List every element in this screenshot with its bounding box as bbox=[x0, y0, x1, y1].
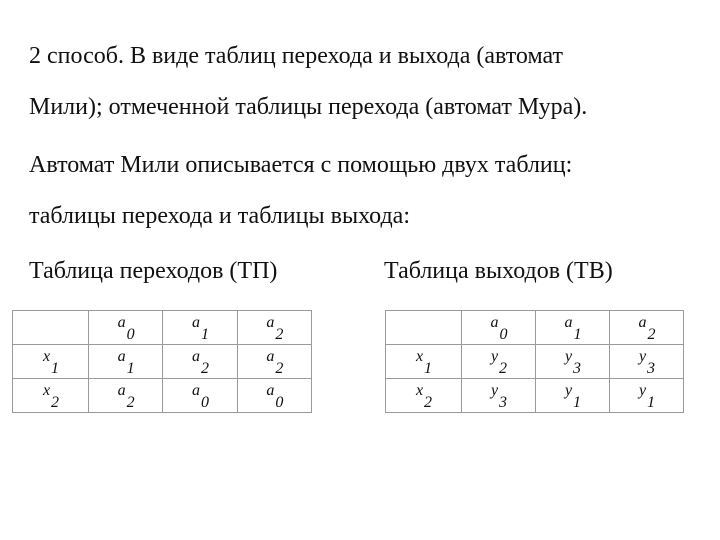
symbol-base: y bbox=[564, 381, 573, 399]
symbol-subscript: 0 bbox=[126, 325, 135, 343]
symbol-base: a bbox=[117, 347, 126, 365]
symbol-base: x bbox=[415, 381, 424, 399]
table-cell bbox=[89, 345, 163, 379]
symbol-base: a bbox=[266, 381, 275, 399]
table-cell bbox=[536, 379, 610, 413]
text-line-3: Автомат Мили описывается с помощью двух таблиц: bbox=[29, 152, 573, 178]
symbol-base: x bbox=[42, 347, 51, 365]
text-line-2: Мили); отмеченной таблицы перехода (автомат Мура). bbox=[29, 94, 588, 120]
symbol-subscript: 1 bbox=[573, 393, 582, 411]
output-table bbox=[385, 310, 684, 413]
table-cell bbox=[610, 345, 684, 379]
table-cell bbox=[163, 379, 237, 413]
table-cell bbox=[536, 345, 610, 379]
table-row bbox=[13, 345, 312, 379]
symbol-subscript: 1 bbox=[200, 325, 209, 343]
transition-table-caption: Таблица переходов (ТП) bbox=[29, 258, 278, 284]
column-header bbox=[610, 311, 684, 345]
row-header bbox=[386, 345, 462, 379]
transition-table bbox=[12, 310, 312, 413]
symbol-subscript: 2 bbox=[275, 359, 284, 377]
row-header bbox=[386, 379, 462, 413]
output-table-caption: Таблица выходов (ТВ) bbox=[384, 258, 613, 284]
symbol-subscript: 0 bbox=[200, 393, 209, 411]
symbol-subscript: 3 bbox=[647, 359, 656, 377]
row-header bbox=[13, 379, 89, 413]
symbol-base: a bbox=[191, 347, 200, 365]
table-cell bbox=[462, 345, 536, 379]
symbol-base: a bbox=[117, 381, 126, 399]
symbol-subscript: 1 bbox=[126, 359, 135, 377]
text-line-1: 2 способ. В виде таблиц перехода и выхода (автомат bbox=[29, 43, 563, 69]
table-cell bbox=[462, 379, 536, 413]
table-row bbox=[386, 345, 684, 379]
symbol-subscript: 2 bbox=[424, 393, 433, 411]
symbol-subscript: 2 bbox=[51, 393, 60, 411]
symbol-base: a bbox=[266, 313, 275, 331]
symbol-subscript: 2 bbox=[499, 359, 508, 377]
symbol-base: y bbox=[564, 347, 573, 365]
table-header-row bbox=[386, 311, 684, 345]
symbol-base: y bbox=[638, 381, 647, 399]
table-cell bbox=[237, 345, 311, 379]
symbol-base: y bbox=[490, 347, 499, 365]
symbol-subscript: 1 bbox=[424, 359, 433, 377]
symbol-base: a bbox=[191, 313, 200, 331]
symbol-base: a bbox=[266, 347, 275, 365]
row-header bbox=[13, 345, 89, 379]
symbol-base: x bbox=[415, 347, 424, 365]
symbol-subscript: 2 bbox=[200, 359, 209, 377]
symbol-subscript: 1 bbox=[647, 393, 656, 411]
symbol-subscript: 3 bbox=[499, 393, 508, 411]
symbol-base: x bbox=[42, 381, 51, 399]
symbol-subscript: 2 bbox=[647, 325, 656, 343]
symbol-base: a bbox=[564, 313, 573, 331]
symbol-subscript: 2 bbox=[275, 325, 284, 343]
symbol-subscript: 0 bbox=[275, 393, 284, 411]
column-header bbox=[163, 311, 237, 345]
column-header bbox=[89, 311, 163, 345]
symbol-base: y bbox=[490, 381, 499, 399]
corner-cell bbox=[386, 311, 462, 345]
symbol-subscript: 1 bbox=[51, 359, 60, 377]
table-cell bbox=[237, 379, 311, 413]
symbol-subscript: 2 bbox=[126, 393, 135, 411]
symbol-base: a bbox=[490, 313, 499, 331]
symbol-base: a bbox=[191, 381, 200, 399]
table-cell bbox=[610, 379, 684, 413]
table-cell bbox=[89, 379, 163, 413]
symbol-base: a bbox=[117, 313, 126, 331]
text-line-4: таблицы перехода и таблицы выхода: bbox=[29, 203, 410, 229]
symbol-subscript: 1 bbox=[573, 325, 582, 343]
column-header bbox=[536, 311, 610, 345]
table-cell bbox=[163, 345, 237, 379]
corner-cell bbox=[13, 311, 89, 345]
symbol-base: y bbox=[638, 347, 647, 365]
symbol-subscript: 0 bbox=[499, 325, 508, 343]
table-row bbox=[386, 379, 684, 413]
column-header bbox=[462, 311, 536, 345]
symbol-base: a bbox=[638, 313, 647, 331]
symbol-subscript: 3 bbox=[573, 359, 582, 377]
table-header-row bbox=[13, 311, 312, 345]
table-row bbox=[13, 379, 312, 413]
column-header bbox=[237, 311, 311, 345]
